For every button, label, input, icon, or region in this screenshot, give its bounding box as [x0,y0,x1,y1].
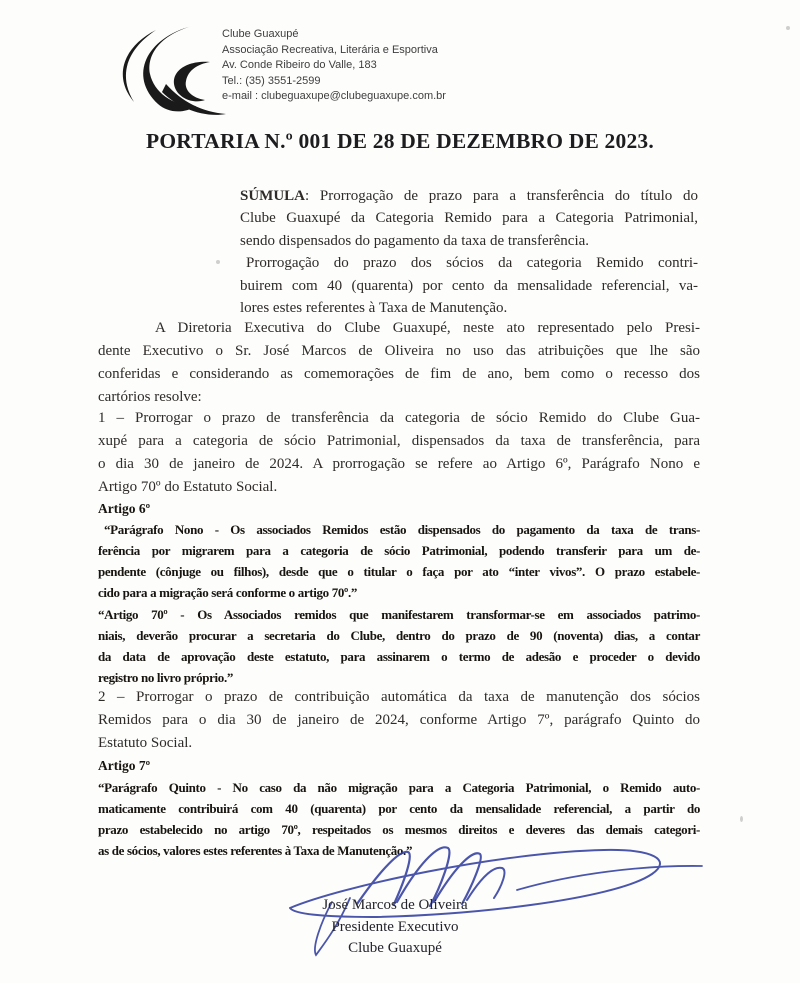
resolution-item-2: 2 – Prorrogar o prazo de contribuição automática da taxa de manutenção dos sócios Remidos para o dia 30 de janeiro de 2024, conforme Artigo 7º, parágrafo Quinto do Estatuto Social. [98,689,700,751]
sumula-paragraph-1: SÚMULA: Prorrogação de prazo para a transferência do título do Clube Guaxupé da Categoria Remido para a Categoria Patrimonial, sendo dispensados do pagamento da taxa de transferência. [240,188,698,249]
scan-speck [740,816,743,822]
sumula-block [240,185,698,319]
sumula-paragraph-2: Prorrogação do prazo dos sócios da categoria Remido contri- buirem com 40 (quarenta) por cento da mensalidade referencial, va- lores estes referentes à Taxa de Manutenção. [240,255,698,317]
artigo6-heading: Artigo 6º [98,501,151,516]
signatory-name: José Marcos de Oliveira [322,897,468,913]
intro-paragraph: A Diretoria Executiva do Clube Guaxupé, neste ato representado pelo Presi- dente Executivo o Sr. José Marcos de Oliveira no uso das atribuições que lhe são conferidas e considerando as comemorações de fim de ano, bem como o recesso dos cartórios resolve: [98,320,700,405]
org-email: e-mail : clubeguaxupe@clubeguaxupe.com.br [222,90,446,103]
org-subtitle: Associação Recreativa, Literária e Esportiva [222,43,438,56]
club-logo-cg-icon [110,24,232,116]
document-title: PORTARIA N.º 001 DE 28 DE DEZEMBRO DE 2023. [146,129,654,153]
scan-speck [216,260,220,264]
org-phone: Tel.: (35) 3551-2599 [222,74,321,87]
artigo6-quote: “Parágrafo Nono - Os associados Remidos estão dispensados do pagamento da taxa de trans- ferência por migrarem para a categoria de sócio Patrimonial, podendo transferir para um de- pendente (cônjuge ou filhos), desde que o titular o faça por ato “inter vivos”. O prazo estabele- cido para a migração será conforme o artigo 70º.” [98,522,700,600]
org-address: Av. Conde Ribeiro do Valle, 183 [222,59,377,72]
artigo70-quote: “Artigo 70º - Os Associados remidos que manifestarem transformar-se em associados patrimo- niais, deverão procurar a secretaria do Clube, dentro do prazo de 90 (noventa) dias, a contar da data de aprovação deste estatuto, para assinarem o termo de adesão e proceder o devido registro no livro próprio.” [98,607,700,685]
signatory-role: Presidente Executivo [331,918,459,935]
artigo7-heading: Artigo 7º [98,758,151,773]
org-name: Clube Guaxupé [222,28,299,40]
resolution-item-1: 1 – Prorrogar o prazo de transferência da categoria de sócio Remido do Clube Gua- xupé para a categoria de sócio Patrimonial, dispensados da taxa de transferência, para o dia 30 de janeiro de 2024. A prorrogação se refere ao Artigo 6º, Parágrafo Nono e Artigo 70º do Estatuto Social. [98,410,700,495]
artigo7-quote: “Parágrafo Quinto - No caso da não migração para a Categoria Patrimonial, o Remido auto- maticamente contribuirá com 40 (quarenta) por cento da mensalidade referencial, a partir do prazo estabelecido no artigo 70º, respeitados os mesmos direitos e deveres das demais categori- as de sócios, valores estes referentes à Taxa de Manutenção.” [98,780,700,858]
scan-speck [786,26,790,30]
signature-block [245,895,545,960]
signatory-org: Clube Guaxupé [348,940,442,956]
letterhead [222,27,552,105]
